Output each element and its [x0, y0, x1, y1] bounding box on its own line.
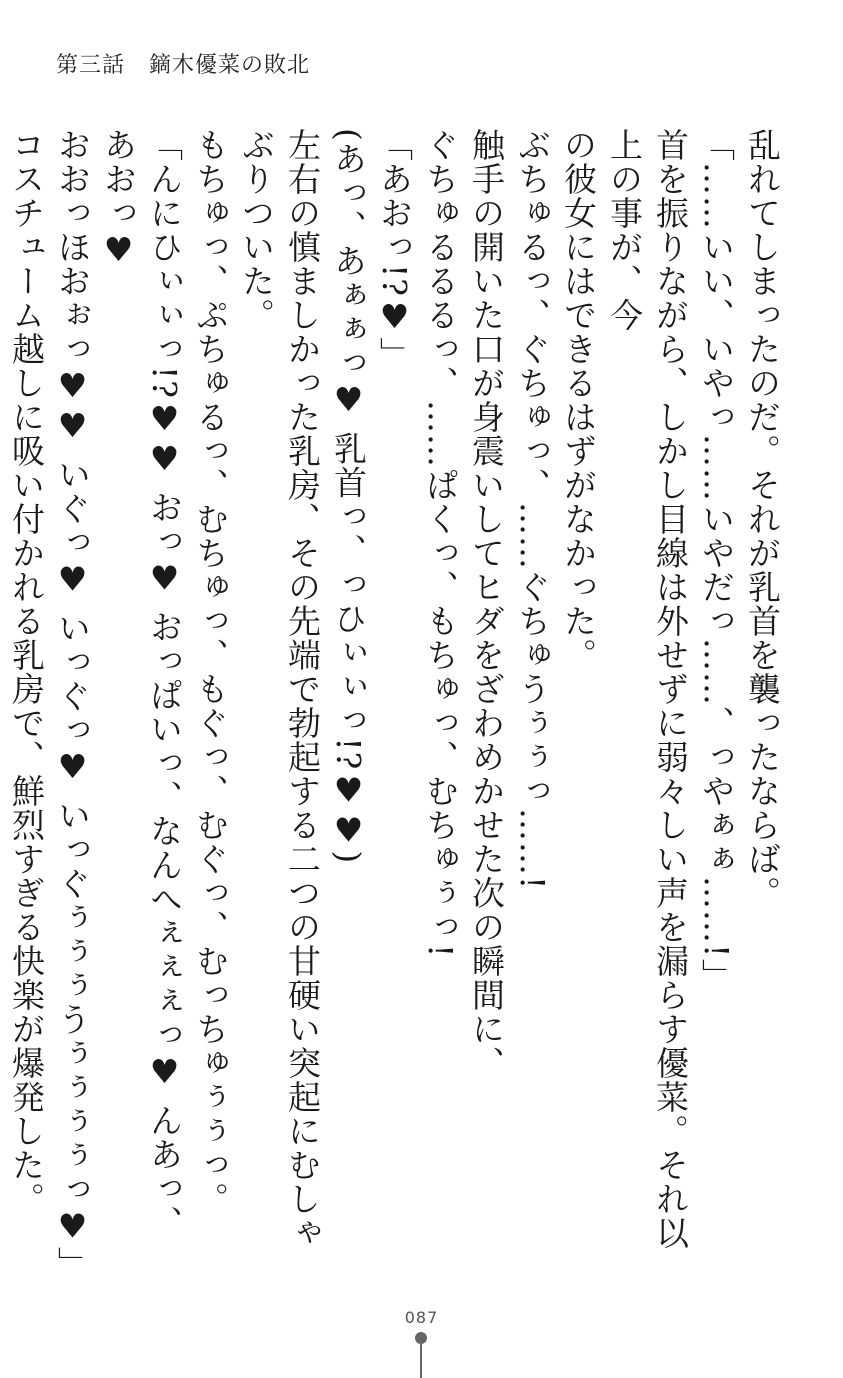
text-line: 「あおっ!?♥」 — [375, 128, 414, 371]
vertical-body-text — [7, 128, 785, 1281]
page-number: 087 — [404, 1308, 439, 1327]
text-line: 乱れてしまったのだ。それが乳首を襲ったならば。 — [743, 128, 782, 910]
text-line: ぐちゅるるるっ、……ぱくっ、もちゅっ、むちゅぅっ! — [421, 128, 460, 959]
text-line: 「……いい、いやっ……いやだっ……、っやぁぁ……!」 — [697, 128, 736, 993]
text-line: 首を振りながら、しかし目線は外せずに弱々しい声を漏らす優菜。それ以上の事が、今 — [605, 128, 690, 1250]
chapter-title: 鏑木優菜の敗北 — [149, 53, 311, 78]
text-line: 左右の慎ましかった乳房、その先端で勃起する二つの甘硬い突起にむしゃぶりついた。 — [237, 128, 322, 1250]
text-line: の彼女にはできるはずがなかった。 — [559, 128, 598, 672]
page-marker-line — [420, 1344, 422, 1378]
text-line: ぶちゅるっ、ぐちゅっ、……ぐちゅうぅぅっ……! — [513, 128, 552, 891]
text-line — [0, 128, 3, 1268]
chapter-label: 第三話 — [56, 53, 126, 78]
text-line: (あっ、あぁぁっ♥ 乳首っ、っひぃぃっ!?♥♥) — [329, 128, 368, 865]
text-line: 触手の開いた口が身震いしてヒダをざわめかせた次の瞬間に、 — [467, 128, 506, 1080]
text-line: おおっほおぉっ♥♥ いぐっ♥ いっぐっ♥ いっぐぅぅぅうぅぅぅぅっ♥」 — [53, 128, 92, 1281]
text-line: コスチューム越しに吸い付かれる乳房で、鮮烈すぎる快楽が爆発した。 — [7, 128, 46, 1216]
text-line: もちゅっ、ぷちゅるっ、むちゅっ、もぐっ、むぐっ、むっちゅぅぅっ。 — [191, 128, 230, 1216]
running-header — [56, 48, 310, 79]
text-line: 「んにひぃぃっ!?♥♥ おっ♥ おっぱいっ、なんへぇぇぇっ♥ んあっ、あおっ♥ — [99, 128, 184, 1240]
page-marker-dot — [415, 1332, 427, 1344]
